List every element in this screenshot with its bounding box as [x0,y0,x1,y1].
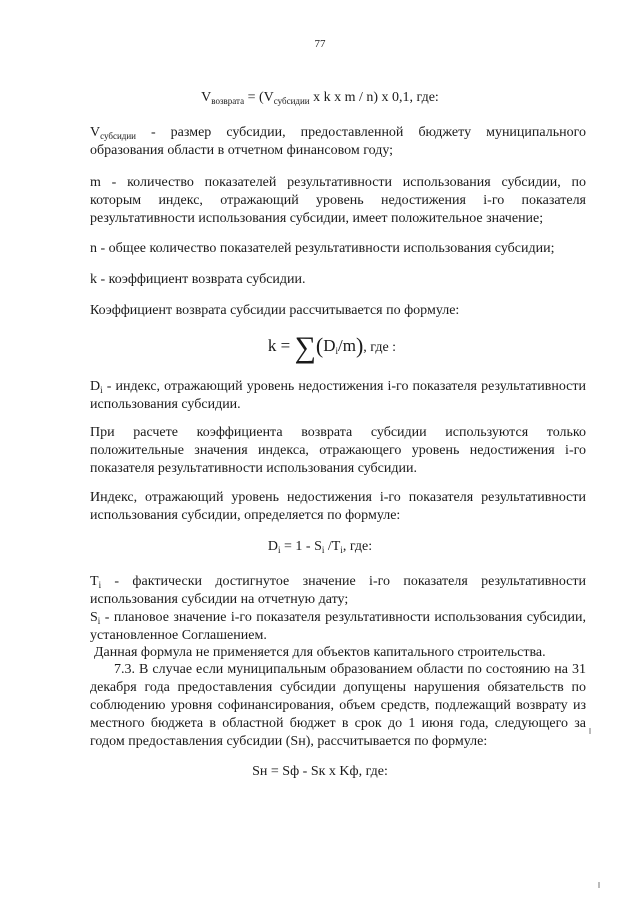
formula-k-tail: , где : [363,340,397,355]
formula-v-return [0,90,640,106]
formula-d-slash: /T [324,539,341,554]
def-t-text: - фактически достигнутое значение i-го показателя результативности использования субсидии на отчетную дату; [90,574,586,607]
def-d-letter: D [90,379,101,394]
definition-k: k - коэффициент возврата субсидии. [90,272,306,287]
paragraph-7-3: 7.3. В случае если муниципальным образованием области по состоянию на 31 декабря года предоставления субсидии допущены нарушения обязательств по соблюдению уровня софинансирования, объем средств, подлежащий возврату из местного бюджета в областной бюджет в срок до 1 июня года, следующего за годом предоставления субсидии (Sн), рассчитывается по формуле: [90,662,586,749]
definition-n: n - общее количество показателей результативности использования субсидии; [90,241,555,256]
page-number: 77 [314,38,326,50]
formula-k-open-paren: ( [315,333,324,358]
def-v-letter: V [90,125,101,140]
def-t-sub: i [98,580,102,590]
formula-k-d: D [323,336,336,355]
paragraph-not-applied: Данная формула не применяется для объектов капитального строительства. [94,645,546,660]
sum-symbol-icon: ∑ [294,331,316,364]
formula-eq-open: = (V [244,90,274,105]
definition-m: m - количество показателей результативности использования субсидии, по которым индекс, отражающий уровень недостижения i-го показателя результативности использования субсидии, имеет положительное значение; [90,175,586,226]
formula-k-d-sub: i [335,346,339,356]
formula-d [0,539,640,555]
def-s-text: - плановое значение i-го показателя результативности использования субсидии, установленное Соглашением. [90,610,586,643]
definition-v-subsidy [90,124,586,160]
formula-sn: Sн = Sф - Sк x Kф, где: [252,764,388,779]
def-d-text: - индекс, отражающий уровень недостижения i-го показателя результативности использования субсидии. [90,379,586,412]
scan-mark [598,882,600,888]
definition-t [90,573,586,609]
formula-d-sub: i [278,545,281,555]
def-d-sub: i [100,385,103,395]
def-t-letter: T [90,574,99,589]
scan-mark [589,728,591,734]
def-s-letter: S [90,610,98,625]
formula-k-div: /m [338,336,356,355]
k-formula-intro: Коэффициент возврата субсидии рассчитывается по формуле: [90,303,460,318]
paragraph-index-formula: Индекс, отражающий уровень недостижения i-го показателя результативности использования субсидии, определяется по формуле: [90,490,586,523]
def-s-sub: i [97,616,101,626]
formula-sub-subsidy: субсидии [273,96,310,106]
definition-s [90,609,586,645]
formula-d-tail: , где: [342,539,373,554]
formula-rest: x k x m / n) x 0,1, где: [309,90,439,105]
definition-d [90,378,586,414]
formula-k [12,331,640,364]
formula-s-sub: i [321,545,325,555]
formula-d-letter: D [267,539,278,554]
def-v-text: - размер субсидии, предоставленной бюджету муниципального образования области в отчетном финансовом году; [90,125,586,158]
formula-v-sub: возврата [211,96,245,106]
formula-k-lhs: k = [267,336,295,355]
formula-k-close-paren: ) [355,333,364,358]
def-v-sub: субсидии [100,131,136,141]
formula-d-mid: = 1 - S [280,539,322,554]
formula-v: V [201,90,212,105]
formula-t-sub: i [340,545,343,555]
paragraph-positive-values: При расчете коэффициента возврата субсидии используются только положительные значения индекса, отражающего уровень недостижения i-го показателя результативности использования субсидии. [90,425,586,476]
